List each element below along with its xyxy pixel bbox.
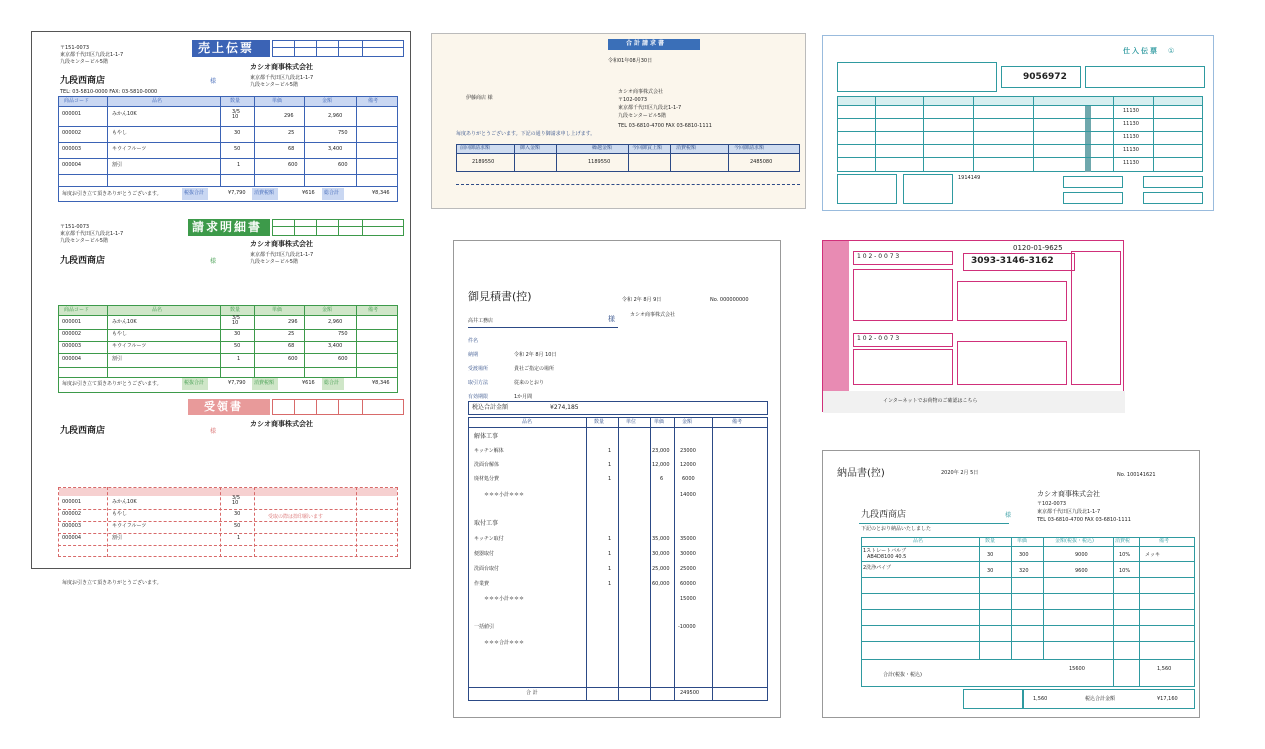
juryo-row-name: 割引 (112, 535, 123, 541)
mitsumori-title: 御見積書(控) (468, 290, 532, 303)
mitsumori-field-value: 貴社ご指定の場所 (514, 366, 555, 372)
nohin-col-price: 単価 (1017, 538, 1028, 544)
juryo-row-qty: 1 (237, 535, 241, 541)
mitsumori-row-price: 25,000 (652, 566, 670, 572)
seikyu-col-name: 品名 (152, 307, 163, 313)
shiire-row-amount: 11130 (1123, 134, 1139, 140)
seikyu-meisai (32, 217, 412, 397)
uriage-tel: TEL: 03-5810-0000 FAX: 03-5810-0000 (60, 89, 158, 95)
takuhai-slip (822, 240, 1124, 412)
seikyu-col-note: 備考 (368, 307, 379, 313)
mitsumori-field-label: 納期 (468, 352, 479, 358)
seikyu-addr2: 九段センタービル5階 (60, 238, 108, 244)
uriage-footer-note: 毎度お引き立て頂きありがとうございます。 (62, 191, 162, 197)
mitsumori-row-price: 35,000 (652, 536, 670, 542)
juryo-footer-note: 毎度お引き立て頂きありがとうございます。 (62, 580, 162, 586)
seikyu-row-code: 000002 (62, 331, 82, 337)
seikyu-company-addr: 東京都千代田区九段北1-1-7 (250, 252, 314, 258)
mitsumori-row-amount: -10000 (678, 624, 696, 630)
juryo-row-code: 000001 (62, 499, 82, 505)
mitsumori-total: ¥274,185 (550, 404, 579, 411)
seikyu-row-name: もやし (112, 331, 128, 337)
gokei-col-current: 今回御買上額 (632, 145, 663, 151)
uriage-honorific: 様 (210, 78, 217, 85)
mitsumori-row-name: ＊＊＊小計＊＊＊ (484, 596, 525, 602)
seikyu-row-qty: 1 (237, 356, 241, 362)
seikyu-row-code: 000001 (62, 319, 82, 325)
juryo-honorific: 様 (210, 428, 217, 435)
mitsumori-row-name: 作業費 (474, 581, 490, 587)
gokei-val-current: 1189550 (588, 159, 611, 165)
nohin-row-price: 320 (1019, 568, 1029, 574)
nohin-col-qty: 数量 (985, 538, 996, 544)
mitsumori-row-name: キッチン取付 (474, 536, 504, 542)
nohin-number: No. 100141621 (1117, 472, 1156, 478)
juryo-title: 受領書 (204, 400, 243, 413)
nohin-row-price: 300 (1019, 552, 1029, 558)
nohin-honorific: 様 (1005, 512, 1012, 519)
uriage-row-amount: 3,400 (328, 146, 343, 152)
seikyu-row-name: 割引 (112, 356, 123, 362)
mitsumori-field-value: 従来のとおり (514, 380, 545, 386)
mitsumori-row-amount: 25000 (680, 566, 696, 572)
shiire-row-amount: 11130 (1123, 160, 1139, 166)
seikyu-row-qty: 30 (234, 331, 241, 337)
takuhai-postal1: 1 0 2 - 0 0 7 3 (857, 253, 900, 260)
mitsumori-field-label: 受渡場所 (468, 366, 489, 372)
juryo-row-qty: 50 (234, 523, 241, 529)
mitsumori-sum: 249500 (680, 690, 700, 696)
seikyu-subtotal-label: 税抜合計 (184, 380, 205, 386)
uriage-tax-label: 消費税額 (254, 190, 275, 196)
uriage-addr1: 東京都千代田区九段北1-1-7 (60, 52, 124, 58)
seikyu-title: 請求明細書 (192, 220, 263, 234)
uriage-company: カシオ商事株式会社 (250, 63, 313, 71)
mitsumori-col-name: 品名 (522, 419, 533, 425)
uriage-company-addr: 東京都千代田区九段北1-1-7 (250, 75, 314, 81)
uriage-postal: 〒151-0073 (60, 45, 90, 51)
seikyu-tax: ¥616 (302, 380, 315, 386)
uriage-total: ¥8,346 (372, 190, 390, 196)
seikyu-tax-label: 消費税額 (254, 380, 275, 386)
mitsumori-field-label: 件名 (468, 338, 479, 344)
gokei-date: 令和01年08月30日 (608, 58, 653, 64)
nohin-row-qty: 30 (987, 568, 994, 574)
mitsumori-date: 令和 2年 8月 9日 (622, 297, 662, 303)
uriage-denpyo (32, 32, 412, 217)
gokei-seikyu-sheet (431, 33, 806, 209)
mitsumori-col-note: 備考 (732, 419, 743, 425)
mitsumori-row-amount: 60000 (680, 581, 696, 587)
uriage-row-name: もやし (112, 130, 128, 136)
mitsumori-row-price: 6 (660, 476, 664, 482)
seikyu-postal: 〒151-0073 (60, 224, 90, 230)
nohin-col-amount: 金額(税抜・税込) (1055, 538, 1094, 544)
nohin-col-name: 品名 (913, 538, 924, 544)
uriage-col-code: 商品コード (64, 98, 90, 104)
takuhai-phone: 0120-01-9625 (1013, 244, 1063, 252)
mitsumori-row-name: 便器取付 (474, 551, 495, 557)
mitsumori-row-name: キッチン解体 (474, 448, 504, 454)
mitsumori-col-qty: 数量 (594, 419, 605, 425)
mitsumori-row-amount: 12000 (680, 462, 696, 468)
nohin-addr: 東京都千代田区九段北1-1-7 (1037, 509, 1101, 515)
gokei-company: カシオ商事株式会社 (618, 89, 664, 95)
seikyu-row-name: キウイフルーツ (112, 343, 147, 349)
uriage-row-code: 000001 (62, 111, 82, 117)
mitsumori-row-qty: 1 (608, 536, 612, 542)
nohin-postal: 〒102-0073 (1037, 501, 1067, 507)
mitsumori-section: 取付工事 (474, 520, 499, 527)
mitsumori-field-label: 有効期限 (468, 394, 489, 400)
mitsumori-row-name: ＊＊＊合計＊＊＊ (484, 640, 525, 646)
seikyu-col-amount: 金額 (322, 307, 333, 313)
nohin-date: 2020年 2月 5日 (941, 470, 979, 476)
mitsumori-row-price: 23,000 (652, 448, 670, 454)
seikyu-company: カシオ商事株式会社 (250, 240, 313, 248)
mitsumori-row-qty: 1 (608, 551, 612, 557)
seikyu-addr1: 東京都千代田区九段北1-1-7 (60, 231, 124, 237)
shiire-sheet (822, 35, 1214, 211)
mitsumori-row-amount: 23000 (680, 448, 696, 454)
juryo-table (58, 487, 398, 557)
uriage-col-note: 備考 (368, 98, 379, 104)
shiire-title: 仕入伝票 (1123, 47, 1159, 55)
juryo-sho (32, 397, 412, 586)
seikyu-row-price: 68 (288, 343, 295, 349)
gokei-val-prev: 2189550 (472, 159, 495, 165)
juryo-row-name: キウイフルーツ (112, 523, 147, 529)
gokei-title: 合計請求書 (626, 40, 667, 47)
juryo-row-name: みかん10K (112, 499, 137, 505)
nohin-customer: 九段西商店 (861, 510, 907, 520)
mitsumori-total-label: 税込合計金額 (472, 404, 509, 411)
uriage-total-label: 総合計 (324, 190, 340, 196)
mitsumori-total-box (468, 401, 768, 415)
uriage-seikyu-sheet (31, 31, 411, 586)
juryo-row-code: 000004 (62, 535, 82, 541)
gokei-col-total: 今回御請求額 (734, 145, 765, 151)
shiire-table (837, 96, 1203, 172)
seikyu-customer: 九段西商店 (60, 256, 106, 266)
mitsumori-row-name: 廃材処分費 (474, 476, 500, 482)
uriage-row-name: キウイフルーツ (112, 146, 147, 152)
mitsumori-row-qty: 1 (608, 581, 612, 587)
mitsumori-row-amount: 6000 (682, 476, 695, 482)
mitsumori-sheet (453, 240, 781, 718)
nohin-row-sub: AB4D8100 40.5 (867, 554, 907, 560)
seikyu-company-addr2: 九段センタービル5階 (250, 259, 298, 265)
seikyu-row-qty: 50 (234, 343, 241, 349)
nohin-sheet (822, 450, 1200, 718)
seikyu-col-qty: 数量 (230, 307, 241, 313)
uriage-col-price: 単価 (272, 98, 283, 104)
nohin-row-amount: 9600 (1075, 568, 1088, 574)
nohin-tel: TEL 03-6810-4700 FAX 03-6810-1111 (1037, 517, 1131, 523)
nohin-row-qty: 30 (987, 552, 994, 558)
seikyu-col-price: 単価 (272, 307, 283, 313)
uriage-row-amount: 750 (338, 130, 348, 136)
mitsumori-row-name: ＊＊＊小計＊＊＊ (484, 492, 525, 498)
shiire-circle: ① (1168, 47, 1175, 55)
shiire-footer: 1914149 (958, 175, 981, 181)
juryo-row-qty: 30 (234, 511, 241, 517)
seikyu-row-price: 25 (288, 331, 295, 337)
mitsumori-row-amount: 30000 (680, 551, 696, 557)
mitsumori-row-qty: 1 (608, 476, 612, 482)
mitsumori-field-value: 令和 2年 8月 10日 (514, 352, 557, 358)
uriage-row-code: 000003 (62, 146, 82, 152)
gokei-tel: TEL 03-6810-4700 FAX 03-6810-1111 (618, 123, 712, 129)
uriage-row-name: 割引 (112, 162, 123, 168)
seikyu-total: ¥8,346 (372, 380, 390, 386)
uriage-row-qty: 30 (234, 130, 241, 136)
nohin-col-note: 備考 (1159, 538, 1170, 544)
uriage-row-qty: 1 (237, 162, 241, 168)
mitsumori-row-qty: 1 (608, 448, 612, 454)
nohin-tax-value-bottom: 1,560 (1033, 696, 1048, 702)
uriage-row-amount: 600 (338, 162, 348, 168)
uriage-row-price: 600 (288, 162, 298, 168)
juryo-stamp-text: 受取の際は捺印願います (268, 514, 324, 520)
nohin-row-amount: 9000 (1075, 552, 1088, 558)
juryo-row-code: 000002 (62, 511, 82, 517)
nohin-grand-label: 税込合計金額 (1085, 696, 1116, 702)
takuhai-postal2: 1 0 2 - 0 0 7 3 (857, 335, 900, 342)
seikyu-row-code: 000004 (62, 356, 82, 362)
shiire-row-amount: 11130 (1123, 108, 1139, 114)
nohin-col-tax: 消費税 (1115, 538, 1131, 544)
uriage-col-amount: 金額 (322, 98, 333, 104)
mitsumori-col-price: 単価 (654, 419, 665, 425)
mitsumori-row-qty: 1 (608, 566, 612, 572)
mitsumori-col-unit: 単位 (626, 419, 637, 425)
seikyu-honorific: 様 (210, 258, 217, 265)
mitsumori-row-name: 洗面台解体 (474, 462, 500, 468)
seikyu-row-amount: 750 (338, 331, 348, 337)
seikyu-row-amount: 3,400 (328, 343, 343, 349)
nohin-row-tax: 10% (1119, 568, 1131, 574)
nohin-row-note: メッキ (1145, 552, 1161, 558)
seikyu-row-qty: 3/5 10 (232, 315, 241, 326)
mitsumori-field-label: 取引方法 (468, 380, 489, 386)
gokei-customer: 伊藤商店 様 (466, 95, 493, 101)
nohin-greeting: 下記のとおり納品いたしました (861, 526, 932, 532)
uriage-row-price: 68 (288, 146, 295, 152)
takuhai-tracking: 3093-3146-3162 (971, 256, 1054, 266)
mitsumori-row-name: 洗面台取付 (474, 566, 500, 572)
juryo-row-code: 000003 (62, 523, 82, 529)
uriage-row-qty: 3/5 10 (232, 109, 241, 120)
uriage-subtotal: ¥7,790 (228, 190, 246, 196)
uriage-row-amount: 2,960 (328, 113, 343, 119)
mitsumori-honorific: 様 (608, 315, 615, 323)
juryo-row-name: もやし (112, 511, 128, 517)
nohin-table (861, 537, 1195, 687)
gokei-greeting: 毎度ありがとうございます。下記の通り御請求申し上げます。 (456, 131, 596, 137)
uriage-row-code: 000004 (62, 162, 82, 168)
uriage-col-name: 品名 (152, 98, 163, 104)
mitsumori-row-price: 30,000 (652, 551, 670, 557)
mitsumori-row-price: 60,000 (652, 581, 670, 587)
uriage-col-qty: 数量 (230, 98, 241, 104)
gokei-col-tax: 消費税額 (676, 145, 697, 151)
uriage-addr2: 九段センタービル5階 (60, 59, 108, 65)
gokei-postal: 〒102-0073 (618, 97, 648, 103)
juryo-row-qty: 3/5 10 (232, 495, 241, 506)
seikyu-footer-note: 毎度お引き立て頂きありがとうございます。 (62, 381, 162, 387)
shiire-row-amount: 11130 (1123, 121, 1139, 127)
seikyu-row-amount: 2,960 (328, 319, 343, 325)
nohin-title: 納品書(控) (837, 468, 885, 479)
juryo-company: カシオ商事株式会社 (250, 420, 313, 428)
shiire-row-amount: 11130 (1123, 147, 1139, 153)
seikyu-row-amount: 600 (338, 356, 348, 362)
mitsumori-row-amount: 15000 (680, 596, 696, 602)
uriage-row-name: みかん10K (112, 111, 137, 117)
mitsumori-row-qty: 1 (608, 462, 612, 468)
nohin-total-label: 合計(税抜・税込) (883, 672, 922, 678)
gokei-addr2: 九段センタービル5階 (618, 113, 666, 119)
nohin-company: カシオ商事株式会社 (1037, 490, 1100, 498)
seikyu-row-price: 600 (288, 356, 298, 362)
mitsumori-field-value: 1か月間 (514, 394, 533, 400)
nohin-row-name: 1ストレートバルブ (863, 548, 907, 554)
seikyu-row-name: みかん10K (112, 319, 137, 325)
uriage-row-qty: 50 (234, 146, 241, 152)
uriage-tax: ¥616 (302, 190, 315, 196)
nohin-total-value: 15600 (1069, 666, 1085, 672)
mitsumori-row-amount: 35000 (680, 536, 696, 542)
nohin-tax-value: 1,560 (1157, 666, 1172, 672)
seikyu-row-code: 000003 (62, 343, 82, 349)
mitsumori-number: No. 000000000 (710, 297, 749, 303)
mitsumori-company: カシオ商事株式会社 (630, 312, 676, 318)
seikyu-row-price: 296 (288, 319, 298, 325)
uriage-customer: 九段西商店 (60, 76, 106, 86)
uriage-row-price: 296 (284, 113, 294, 119)
mitsumori-row-price: 12,000 (652, 462, 670, 468)
seikyu-subtotal: ¥7,790 (228, 380, 246, 386)
mitsumori-row-name: 一括値引 (474, 624, 495, 630)
shiire-number: 9056972 (1023, 72, 1067, 82)
uriage-company-addr2: 九段センタービル5階 (250, 82, 298, 88)
seikyu-col-code: 商品コード (64, 307, 90, 313)
uriage-title: 売上伝票 (198, 41, 255, 55)
gokei-col-carry: 繰越金額 (592, 145, 613, 151)
gokei-addr1: 東京都千代田区九段北1-1-7 (618, 105, 682, 111)
mitsumori-sum-label: 合 計 (526, 690, 538, 696)
nohin-row-name: 2洗浄パイプ (863, 565, 892, 571)
gokei-col-prev: 前回御請求額 (460, 145, 491, 151)
mitsumori-section: 解体工事 (474, 433, 499, 440)
gokei-val-total: 2485080 (750, 159, 773, 165)
seikyu-total-label: 総合計 (324, 380, 340, 386)
uriage-subtotal-label: 税抜合計 (184, 190, 205, 196)
uriage-row-price: 25 (288, 130, 295, 136)
uriage-row-code: 000002 (62, 130, 82, 136)
gokei-col-paid: 御入金額 (520, 145, 541, 151)
mitsumori-col-amount: 金額 (682, 419, 693, 425)
mitsumori-row-amount: 14000 (680, 492, 696, 498)
mitsumori-customer: 高井工務店 (468, 318, 494, 324)
nohin-row-tax: 10% (1119, 552, 1131, 558)
juryo-customer: 九段西商店 (60, 426, 106, 436)
nohin-grand-total: ¥17,160 (1157, 696, 1178, 702)
takuhai-footer: インターネットでお荷物のご確認はこちら (883, 398, 978, 404)
